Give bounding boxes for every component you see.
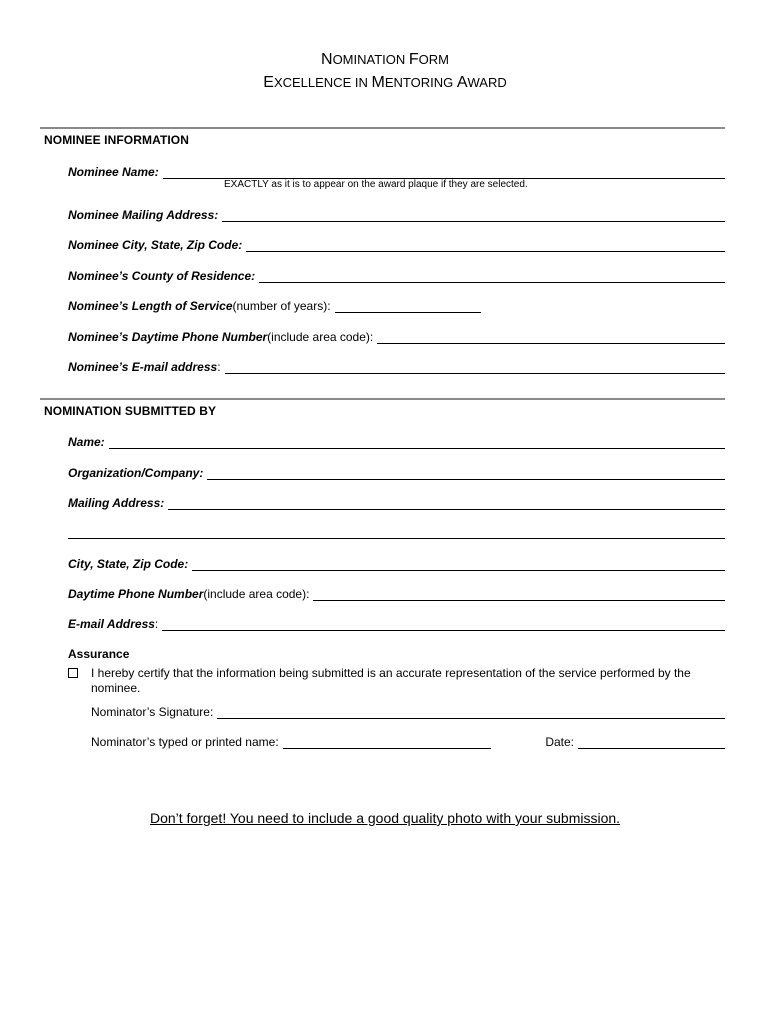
submitter-phone-row — [68, 585, 725, 601]
nominee-service-label: Nominee’s Length of Service — [68, 299, 233, 313]
nominee-name-row — [68, 163, 725, 179]
submitter-phone-note: (include area code): — [203, 587, 310, 601]
title-letter: N — [321, 51, 333, 68]
submitter-mailing-label: Mailing Address: — [68, 496, 165, 510]
printed-name-field[interactable] — [283, 736, 491, 749]
printed-name-row — [91, 733, 725, 749]
form-subtitle — [0, 73, 770, 93]
submitter-name-label: Name: — [68, 435, 105, 449]
submitter-section-heading: NOMINATION SUBMITTED BY — [44, 404, 217, 418]
submitter-email-label: E-mail Address — [68, 617, 155, 631]
nominee-name-label: Nominee Name: — [68, 165, 159, 179]
subtitle-text: XCELLENCE IN — [273, 75, 372, 90]
subtitle-text: ENTORING — [384, 75, 457, 90]
title-text: OMINATION — [332, 52, 409, 67]
submitter-org-label: Organization/Company: — [68, 466, 204, 480]
nominee-email-label: Nominee’s E-mail address — [68, 360, 218, 374]
assurance-heading: Assurance — [68, 647, 130, 661]
nominee-mailing-field[interactable] — [222, 209, 725, 222]
photo-reminder — [0, 810, 770, 826]
title-text: ORM — [418, 52, 449, 67]
nominee-name-field[interactable] — [163, 166, 725, 179]
printed-name-label: Nominator’s typed or printed name: — [91, 735, 279, 749]
subtitle-letter: M — [371, 74, 385, 91]
nominee-service-field[interactable] — [335, 300, 481, 313]
submitter-phone-label: Daytime Phone Number — [68, 587, 204, 601]
title-letter: F — [408, 51, 419, 68]
signature-label: Nominator’s Signature: — [91, 705, 214, 719]
nominee-mailing-row — [68, 206, 725, 222]
signature-row — [91, 703, 725, 719]
nominee-service-row — [68, 297, 725, 313]
nominee-phone-label: Nominee’s Daytime Phone Number — [68, 330, 268, 344]
submitter-name-row — [68, 433, 725, 449]
nominee-name-hint: EXACTLY as it is to appear on the award plaque if they are selected. — [224, 179, 528, 190]
submitter-org-row — [68, 464, 725, 480]
subtitle-letter: E — [263, 74, 274, 91]
signature-field[interactable] — [217, 706, 725, 719]
nominee-email-field[interactable] — [225, 361, 725, 374]
submitter-mailing-field[interactable] — [168, 497, 725, 510]
photo-reminder-text: Don’t forget! You need to include a good quality photo with your submission. — [149, 810, 621, 826]
nominee-email-note: : — [217, 360, 221, 374]
submitter-city-label: City, State, Zip Code: — [68, 557, 189, 571]
submitter-name-field[interactable] — [109, 436, 725, 449]
nominee-mailing-label: Nominee Mailing Address: — [68, 208, 219, 222]
certify-text: I hereby certify that the information being submitted is an accurate representation of the service performed by the nominee. — [91, 666, 691, 695]
subtitle-letter: A — [456, 74, 468, 91]
section-divider — [40, 127, 725, 129]
certify-checkbox[interactable] — [68, 668, 78, 678]
submitter-city-field[interactable] — [192, 558, 725, 571]
nominee-phone-row — [68, 328, 725, 344]
nominee-city-field[interactable] — [246, 239, 725, 252]
nominee-phone-note: (include area code): — [267, 330, 374, 344]
submitter-email-field[interactable] — [162, 618, 725, 631]
submitter-mailing-field-line2[interactable] — [68, 538, 725, 539]
submitter-email-note: : — [154, 617, 159, 631]
form-title — [0, 50, 770, 70]
nominee-email-row — [68, 358, 725, 374]
nominee-county-row — [68, 267, 725, 283]
submitter-email-row — [68, 615, 725, 631]
section-divider — [40, 398, 725, 400]
date-field[interactable] — [578, 736, 725, 749]
date-label: Date: — [545, 735, 574, 749]
nominee-service-note: (number of years): — [232, 299, 331, 313]
subtitle-text: WARD — [467, 75, 507, 90]
submitter-phone-field[interactable] — [313, 588, 725, 601]
submitter-city-row — [68, 555, 725, 571]
nominee-city-row — [68, 236, 725, 252]
nominee-phone-field[interactable] — [377, 331, 725, 344]
nominee-county-field[interactable] — [259, 270, 725, 283]
nominee-county-label: Nominee’s County of Residence: — [68, 269, 256, 283]
nominee-section-heading: NOMINEE INFORMATION — [44, 133, 190, 147]
nominee-city-label: Nominee City, State, Zip Code: — [68, 238, 243, 252]
submitter-org-field[interactable] — [207, 467, 725, 480]
submitter-mailing-row — [68, 494, 725, 510]
